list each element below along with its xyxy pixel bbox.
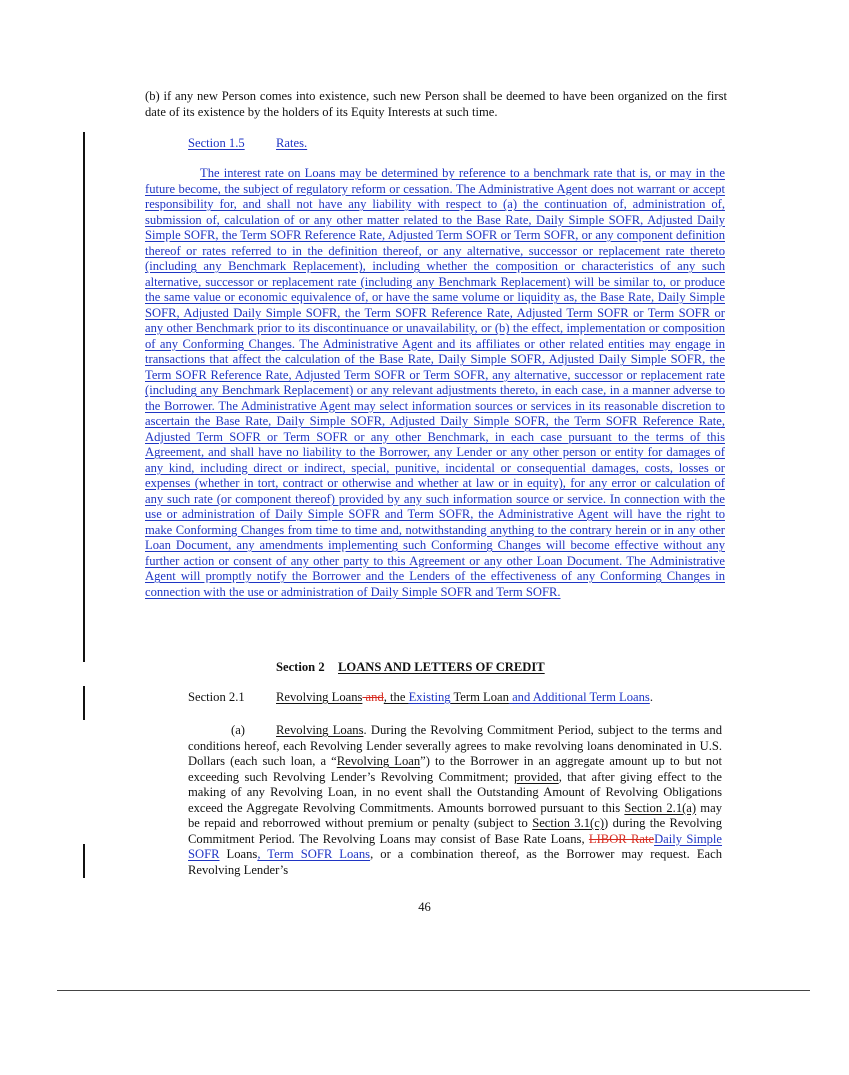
section-2-number: Section 2 xyxy=(276,660,325,674)
section-2-heading xyxy=(276,660,545,676)
section-1-5-number: Section 1.5 xyxy=(188,136,245,150)
paragraph-a xyxy=(188,723,722,878)
rates-paragraph: The interest rate on Loans may be determined by reference to a benchmark rate that is, or may in the future become, the subject of regulatory reform or cessation. The Administrative Agent does not warrant or accept responsibility for, and shall not have any liability with respect to (a) the continuation of, administration of, submission of, calculation of or any other matter related to the Base Rate, Daily Simple SOFR, Adjusted Daily Simple SOFR, the Term SOFR Reference Rate, Adjusted Term SOFR or Term SOFR, or any component definition thereof or rates referred to in the definition thereof, or any alternative, successor or replacement rate thereto (including any Benchmark Replacement), including whether the composition or characteristics of any such alternative, successor or replacement rate (including any Benchmark Replacement) will be similar to, or produce the same value or economic equivalence of, or have the same volume or liquidity as, the Base Rate, Daily Simple SOFR, Adjusted Daily Simple SOFR, the Term SOFR Reference Rate, Adjusted Term SOFR or Term SOFR or any other Benchmark prior to its discontinuance or unavailability, or (b) the effect, implementation or composition of any Conforming Changes. The Administrative Agent and its affiliates or other related entities may engage in transactions that affect the calculation of the Base Rate, Daily Simple SOFR, Adjusted Daily Simple SOFR, the Term SOFR Reference Rate, Adjusted Term SOFR or Term SOFR, any alternative, successor or replacement rate (including any Benchmark Replacement) or any relevant adjustments thereto, in each case, in a manner adverse to the Borrower. The Administrative Agent may select information sources or services in its reasonable discretion to ascertain the Base Rate, Daily Simple SOFR, Adjusted Daily Simple SOFR, the Term SOFR Reference Rate, Adjusted Term SOFR or Term SOFR or any other Benchmark, in each case pursuant to the terms of this Agreement, and shall have no liability to the Borrower, any Lender or any other person or entity for damages of any kind, including direct or indirect, special, punitive, incidental or consequential damages, costs, losses or expenses (whether in tort, contract or otherwise and whether at law or in equity), for any error or calculation of any such rate (or component thereof) provided by any such information source or service. In connection with the use or administration of Daily Simple SOFR and Term SOFR, the Administrative Agent will have the right to make Conforming Changes from time to time and, notwithstanding anything to the contrary herein or in any other Loan Document, any amendments implementing such Conforming Changes will become effective without any further action or consent of any other party to this Agreement or any other Loan Document. The Administrative Agent will promptly notify the Borrower and the Lenders of the effectiveness of any Conforming Changes in connection with the use or administration of Daily Simple SOFR and Term SOFR. xyxy=(145,166,725,599)
paragraph-a-text-4: may be repaid and reborrowed without premium or penalty (subject to xyxy=(188,800,722,830)
section-2-1-title-part3: Term Loan xyxy=(450,690,509,704)
inserted-additional-term-loans: and Additional Term Loans xyxy=(508,690,650,704)
section-1-5-title: Rates. xyxy=(276,136,308,150)
section-2-1-title-part1: Revolving Loans xyxy=(276,690,363,704)
deleted-and: and xyxy=(362,690,384,704)
paragraph-a-label: (a) xyxy=(231,723,245,737)
paragraph-a-text-7: , or a combination thereof, as the Borrower may request. Each Revolving Lender’s xyxy=(188,847,722,877)
ref-section-3-1c: Section 3.1(c) xyxy=(532,816,605,830)
section-2-1-title-end: . xyxy=(649,690,653,704)
paragraph-a-text-6: Loans xyxy=(219,847,258,861)
inserted-daily-simple-sofr: Daily Simple SOFR xyxy=(188,831,723,861)
paragraph-a-text-2: ”) to the Borrower in an aggregate amount up to but not exceeding such Revolving Lender’s Revolving Commitment; xyxy=(188,754,723,784)
section-2-1-heading xyxy=(188,690,653,706)
paragraph-a-text-1: . During the Revolving Commitment Period, subject to the terms and conditions hereof, each Revolving Lender severally agrees to make revolving loans denominated in U.S. Dollars (each such loan, a “ xyxy=(188,723,722,768)
inserted-existing: Existing xyxy=(408,690,451,704)
deleted-libor-rate: LIBOR Rate xyxy=(588,831,655,846)
change-bar-loan-types xyxy=(83,844,85,878)
change-bar-rates xyxy=(83,132,85,662)
section-2-1-title-part2: , the xyxy=(383,690,409,704)
ref-section-2-1a: Section 2.1(a) xyxy=(624,800,697,815)
paragraph-a-text-5: ) during the Revolving Commitment Period. The Revolving Loans may consist of Base Rate Loans, xyxy=(188,816,722,846)
footer-divider xyxy=(57,990,810,991)
inserted-term-sofr-loans: , Term SOFR Loans xyxy=(257,847,371,861)
paragraph-a-heading: Revolving Loans xyxy=(276,723,364,737)
paragraph-a-text-3: , that after giving effect to the making of any Revolving Loan, in no event shall the Outstanding Amount of Revolving Obligations exceed the Aggregate Revolving Commitments. Amounts borrowed pursuant to this xyxy=(188,769,722,815)
section-2-title: LOANS AND LETTERS OF CREDIT xyxy=(338,660,545,674)
provided-term: provided xyxy=(513,769,559,784)
section-2-1-number: Section 2.1 xyxy=(188,690,245,704)
revolving-loan-term: Revolving Loan xyxy=(336,754,421,768)
paragraph-b: (b) if any new Person comes into existence, such new Person shall be deemed to have been organized on the first date of its existence by the holders of its Equity Interests at such time. xyxy=(145,89,727,119)
change-bar-section-2-1 xyxy=(83,686,85,720)
page-number: 46 xyxy=(418,900,431,914)
section-1-5-heading xyxy=(188,136,307,152)
